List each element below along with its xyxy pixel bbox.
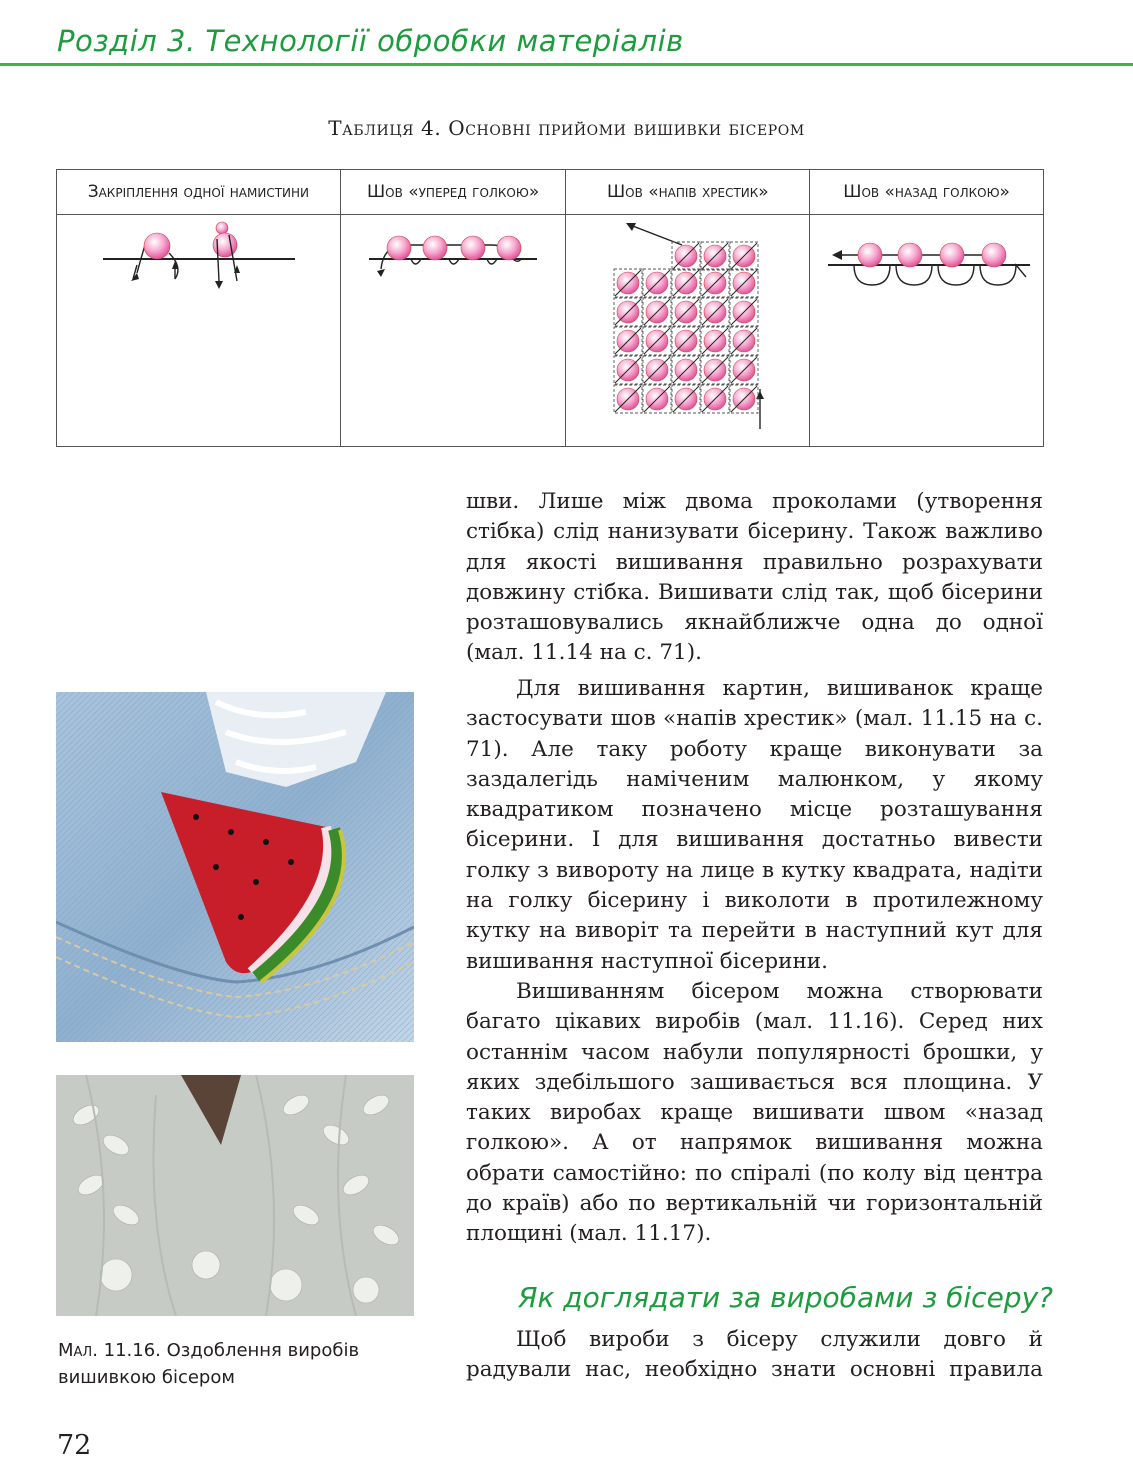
- beaded-lace-photo: [56, 1075, 414, 1316]
- table-header-cell: Шов «напів хрестик»: [566, 170, 810, 215]
- body-paragraph: Для вишивання картин, вишиванок краще застосувати шов «напів хрестик» (мал. 11.15 на с. 71). Але таку роботу краще виконувати за заздалегідь наміченим малюнком, у якому квадратиком позначено місце розташування бісерини. І для вишивання достатньо вивести голку з вивороту на лице в кутку квадрата, надіти на голку бісерину і виколоти в протилежному кутку на виворіт та перейти в наступний кут для вишивання наступної бісерини.: [466, 676, 1043, 974]
- figure-caption-text: Оздоблення виробів вишивкою бісером: [58, 1340, 360, 1388]
- figure-caption: [58, 1337, 418, 1391]
- body-paragraph: Вишиванням бісером можна створювати багато цікавих виробів (мал. 11.16). Серед них останнім часом набули популярності брошки, у яких здебільшого зашивається вся площина. У таких виробах краще вишивати швом «назад голкою». А от напрямок вишивання можна обрати самостійно: по спіралі (по колу від центра до країв) або по вертикальній чи горизонтальній площині (мал. 11.17).: [466, 979, 1043, 1247]
- page-header: [0, 18, 1133, 70]
- body-paragraph: Щоб вироби з бісеру служили довго й радували нас, необхідно знати основні правила: [466, 1327, 1043, 1383]
- figure-label: Мал. 11.16.: [58, 1340, 161, 1361]
- table-cell: [57, 215, 341, 447]
- table-row: [57, 215, 1044, 447]
- table-header-row: [57, 170, 1044, 215]
- table-header-cell: Шов «уперед голкою»: [340, 170, 566, 215]
- body-paragraph: шви. Лише між двома проколами (утворення стібка) слід нанизувати бісерину. Також важливо для якості вишивання правильно розрахувати довжину стібка. Вишивати слід так, щоб бісерини розташовувались якнайближче одна до одної (мал. 11.14 на с. 71).: [466, 489, 1043, 666]
- header-rule: [0, 63, 1133, 66]
- table-cell: [340, 215, 566, 447]
- half-cross-stitch-diagram: [566, 215, 810, 447]
- table-header-cell: Шов «назад голкою»: [810, 170, 1044, 215]
- table-cell: [810, 215, 1044, 447]
- chapter-title: Розділ 3. Технології обробки матеріалів: [57, 24, 684, 58]
- back-stitch-diagram: [810, 215, 1044, 447]
- single-bead-diagram: [57, 215, 341, 447]
- table-header-cell: Закріплення одної намистини: [57, 170, 341, 215]
- table-caption: Таблиця 4. Основні прийоми вишивки бісером: [328, 116, 805, 140]
- table-cell: [566, 215, 810, 447]
- section-heading: Як доглядати за виробами з бісеру?: [518, 1281, 1053, 1314]
- techniques-table: [56, 169, 1044, 447]
- running-stitch-diagram: [341, 215, 567, 447]
- watermelon-brooch-photo: [56, 692, 414, 1042]
- page-number: 72: [57, 1430, 92, 1461]
